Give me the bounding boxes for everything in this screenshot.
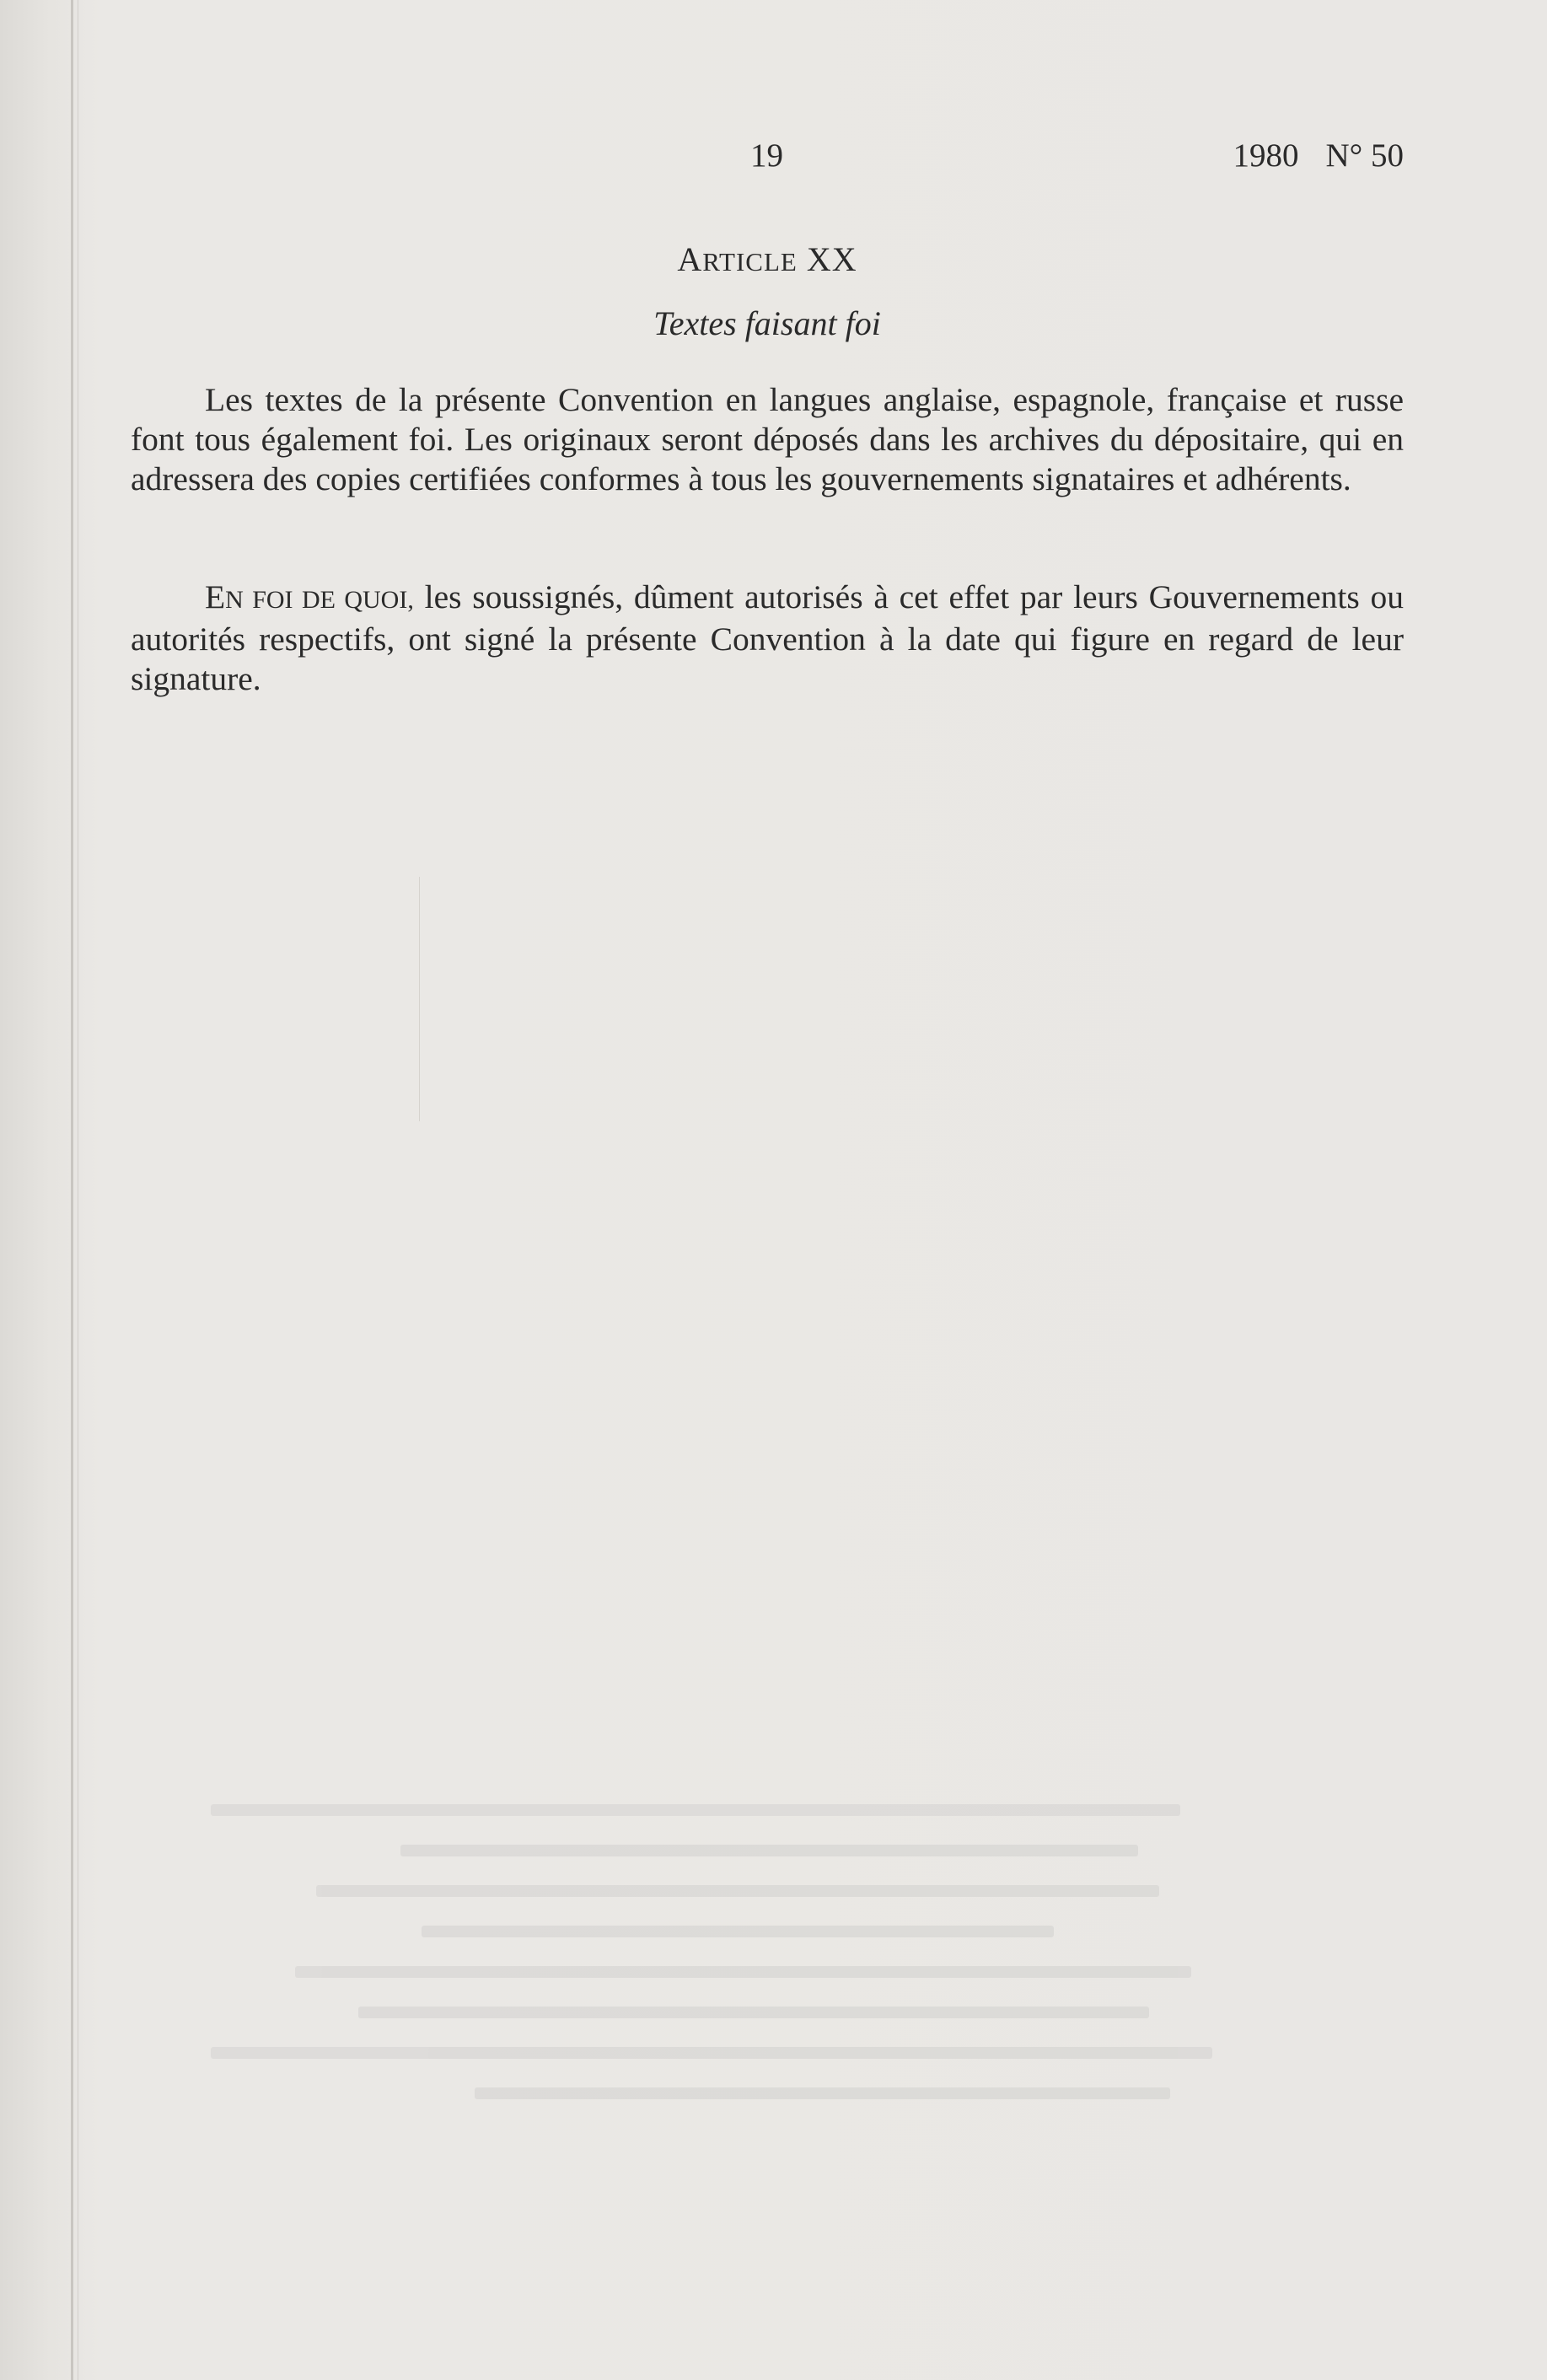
paragraph-text: Les textes de la présente Convention en langues anglaise, espagnole, française et russe font tous également foi. Les originaux seront déposés dans les archives du dépositaire, qui en adressera des copies certifiées conformes à tous les gouvernements signataires et adhérents. — [131, 381, 1404, 497]
document-number: N° 50 — [1325, 137, 1404, 174]
running-header — [131, 137, 1404, 179]
show-through-text — [211, 1804, 1265, 2226]
article-heading-initial: A — [677, 240, 703, 278]
lead-smallcaps: N FOI DE QUOI, — [225, 586, 414, 614]
page-number: 19 — [750, 137, 783, 174]
year: 1980 — [1233, 137, 1299, 174]
article-heading — [131, 239, 1404, 279]
article-subheading: Textes faisant foi — [653, 304, 881, 342]
article-heading-rest: RTICLE — [702, 247, 798, 277]
article-numeral: XX — [806, 240, 857, 278]
paragraph-authentic-texts — [131, 380, 1404, 499]
year-and-number — [1233, 137, 1404, 175]
lead-initial: E — [205, 578, 226, 615]
paragraph-in-witness — [131, 578, 1404, 699]
show-through-rule — [419, 877, 420, 1121]
binding-edge — [71, 0, 73, 2380]
paragraph-text: les soussignés, dûment autorisés à cet effet par leurs Gouvernements ou autorités respectifs, ont signé la présente Convention à la date qui figure en regard de leur signature. — [131, 578, 1405, 697]
